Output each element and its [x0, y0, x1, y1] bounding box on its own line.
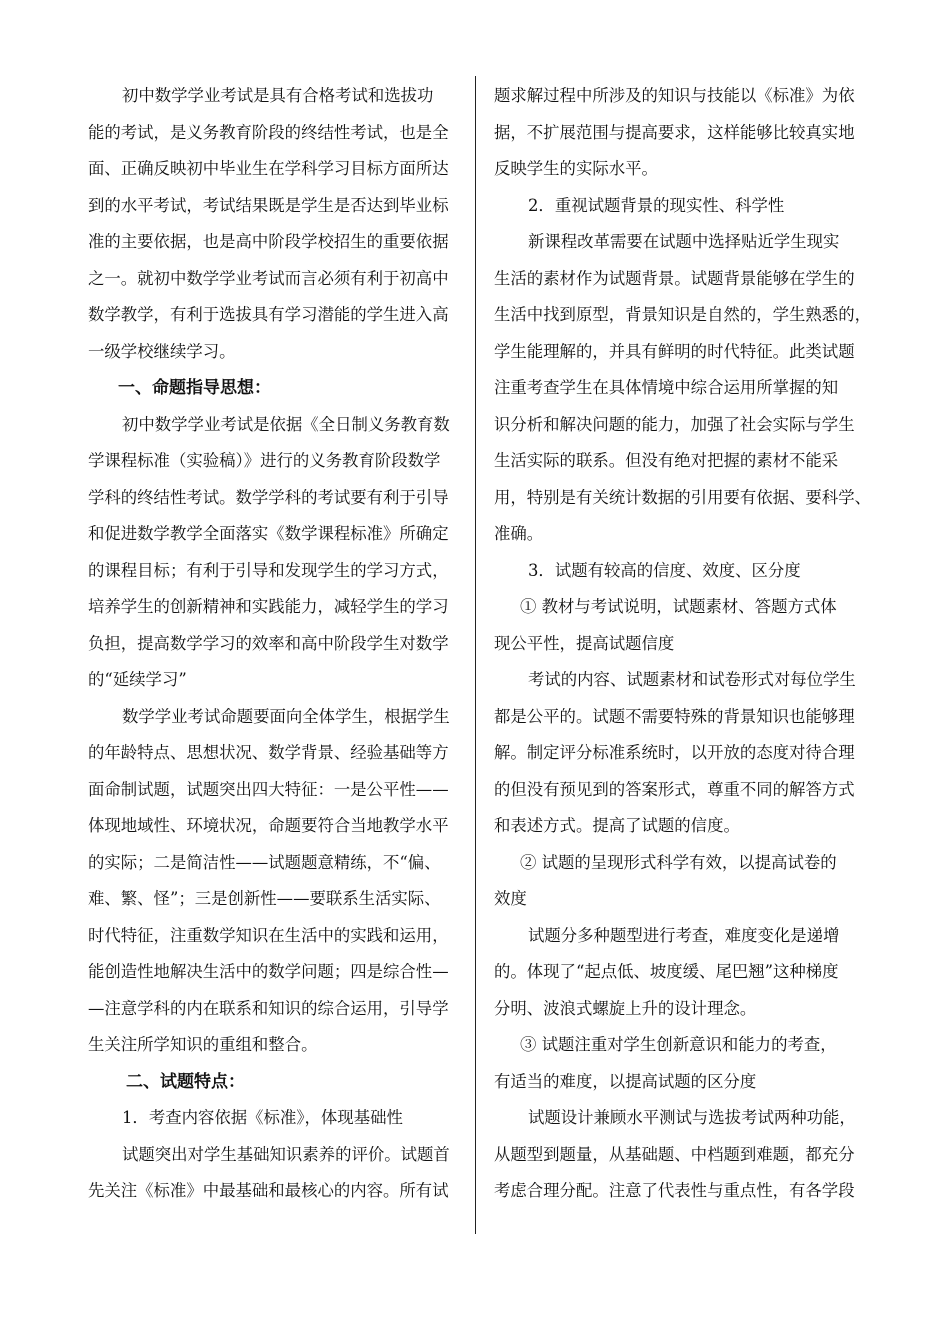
- text-line: 先关注《标准》中最基础和最核心的内容。所有试: [88, 1181, 449, 1200]
- text-line: 面命制试题，试题突出四大特征：一是公平性——: [88, 779, 449, 799]
- text-line: ③ 试题注重对学生创新意识和能力的考查，: [520, 1035, 837, 1054]
- text-line: 能的考试，是义务教育阶段的终结性考试，也是全: [88, 122, 449, 142]
- text-line: ① 教材与考试说明，试题素材、答题方式体: [520, 597, 837, 616]
- text-line: 体现地域性、环境状况，命题要符合当地教学水平: [88, 816, 449, 835]
- left-column: [88, 78, 466, 1210]
- text-line: 初中数学学业考试是依据《全日制义务教育数: [122, 414, 450, 434]
- text-line: 初中数学学业考试是具有合格考试和选拔功: [122, 86, 434, 105]
- section-heading: 一、命题指导思想：: [118, 378, 271, 398]
- text-line: 的但没有预见到的答案形式，尊重不同的解答方式: [494, 779, 855, 799]
- text-line: 能创造性地解决生活中的数学问题；四是综合性—: [88, 962, 449, 981]
- text-line: 试题突出对学生基础知识素养的评价。试题首: [122, 1144, 450, 1164]
- text-line: 据，不扩展范围与提高要求，这样能够比较真实地: [494, 122, 855, 142]
- text-line: 到的水平考试，考试结果既是学生是否达到毕业标: [88, 195, 449, 215]
- text-line: 试题分多种题型进行考查，难度变化是递增: [528, 925, 840, 945]
- text-line: 识分析和解决问题的能力，加强了社会实际与学生: [494, 414, 855, 434]
- text-line: 1．考查内容依据《标准》，体现基础性: [122, 1108, 403, 1127]
- text-line: 解。制定评分标准系统时，以开放的态度对待合理: [494, 743, 855, 762]
- text-line: 之一。就初中数学学业考试而言必须有利于初高中: [88, 268, 449, 288]
- text-line: 学科的终结性考试。数学学科的考试要有利于引导: [88, 487, 449, 507]
- text-line: 效度: [494, 889, 527, 908]
- text-line: 的。体现了“起点低、坡度缓、尾巴翘”这种梯度: [494, 962, 839, 981]
- text-line: 数学教学，有利于选拔具有学习潜能的学生进入高: [88, 305, 449, 324]
- text-line: 题求解过程中所涉及的知识与技能以《标准》为依: [494, 86, 855, 105]
- text-line: 时代特征，注重数学知识在生活中的实践和运用，: [88, 925, 449, 945]
- text-line: 生活的素材作为试题背景。试题背景能够在学生的: [494, 268, 855, 288]
- text-line: 新课程改革需要在试题中选择贴近学生现实: [528, 232, 840, 251]
- text-line: 面、正确反映初中毕业生在学科学习目标方面所达: [88, 159, 449, 178]
- section-heading: 二、试题特点：: [126, 1071, 245, 1092]
- text-line: 都是公平的。试题不需要特殊的背景知识也能够理: [494, 706, 855, 726]
- text-line: ② 试题的呈现形式科学有效，以提高试卷的: [520, 852, 837, 872]
- text-line: 一级学校继续学习。: [88, 341, 236, 361]
- right-column: [494, 78, 872, 1210]
- text-line: 和促进数学教学全面落实《数学课程标准》所确定: [88, 524, 449, 543]
- text-line: 数学学业考试命题要面向全体学生，根据学生: [122, 706, 450, 726]
- text-line: 试题设计兼顾水平测试与选拔考试两种功能，: [528, 1108, 856, 1127]
- text-line: 分明、波浪式螺旋上升的设计理念。: [494, 998, 757, 1018]
- text-line: 考虑合理分配。注意了代表性与重点性，有各学段: [494, 1181, 855, 1200]
- text-line: 生活中找到原型，背景知识是自然的，学生熟悉的，: [494, 305, 871, 324]
- text-line: 学生能理解的，并具有鲜明的时代特征。此类试题: [494, 341, 855, 361]
- text-line: 注重考查学生在具体情境中综合运用所掌握的知: [494, 378, 839, 397]
- text-line: 2．重视试题背景的现实性、科学性: [528, 195, 785, 215]
- text-line: 的年龄特点、思想状况、数学背景、经验基础等方: [88, 743, 449, 762]
- text-line: 用，特别是有关统计数据的引用要有依据、要科学、: [494, 487, 871, 507]
- text-line: 准确。: [494, 524, 544, 543]
- text-line: 学课程标准（实验稿）》进行的义务教育阶段数学: [88, 451, 441, 470]
- text-line: 的“延续学习”: [88, 670, 187, 689]
- text-line: 负担，提高数学学习的效率和高中阶段学生对数学: [88, 633, 449, 653]
- text-line: 现公平性，提高试题信度: [494, 633, 675, 653]
- text-line: 生活实际的联系。但没有绝对把握的素材不能采: [494, 451, 839, 470]
- text-line: 培养学生的创新精神和实践能力，减轻学生的学习: [88, 597, 449, 616]
- text-line: 的课程目标；有利于引导和发现学生的学习方式，: [88, 560, 449, 580]
- column-divider: [475, 76, 476, 1234]
- text-line: 和表述方式。提高了试题的信度。: [494, 816, 740, 835]
- text-line: 反映学生的实际水平。: [494, 159, 658, 178]
- text-line: 生关注所学知识的重组和整合。: [88, 1035, 318, 1054]
- text-line: —注意学科的内在联系和知识的综合运用，引导学: [88, 998, 449, 1018]
- text-line: 考试的内容、试题素材和试卷形式对每位学生: [528, 670, 856, 689]
- text-line: 有适当的难度，以提高试题的区分度: [494, 1071, 757, 1091]
- text-line: 3．试题有较高的信度、效度、区分度: [528, 560, 801, 580]
- text-line: 的实际；二是简洁性——试题题意精练，不“偏、: [88, 852, 441, 872]
- text-line: 从题型到题量，从基础题、中档题到难题，都充分: [494, 1144, 855, 1164]
- text-line: 准的主要依据，也是高中阶段学校招生的重要依据: [88, 232, 449, 251]
- text-line: 难、繁、怪”；三是创新性——要联系生活实际、: [88, 889, 441, 908]
